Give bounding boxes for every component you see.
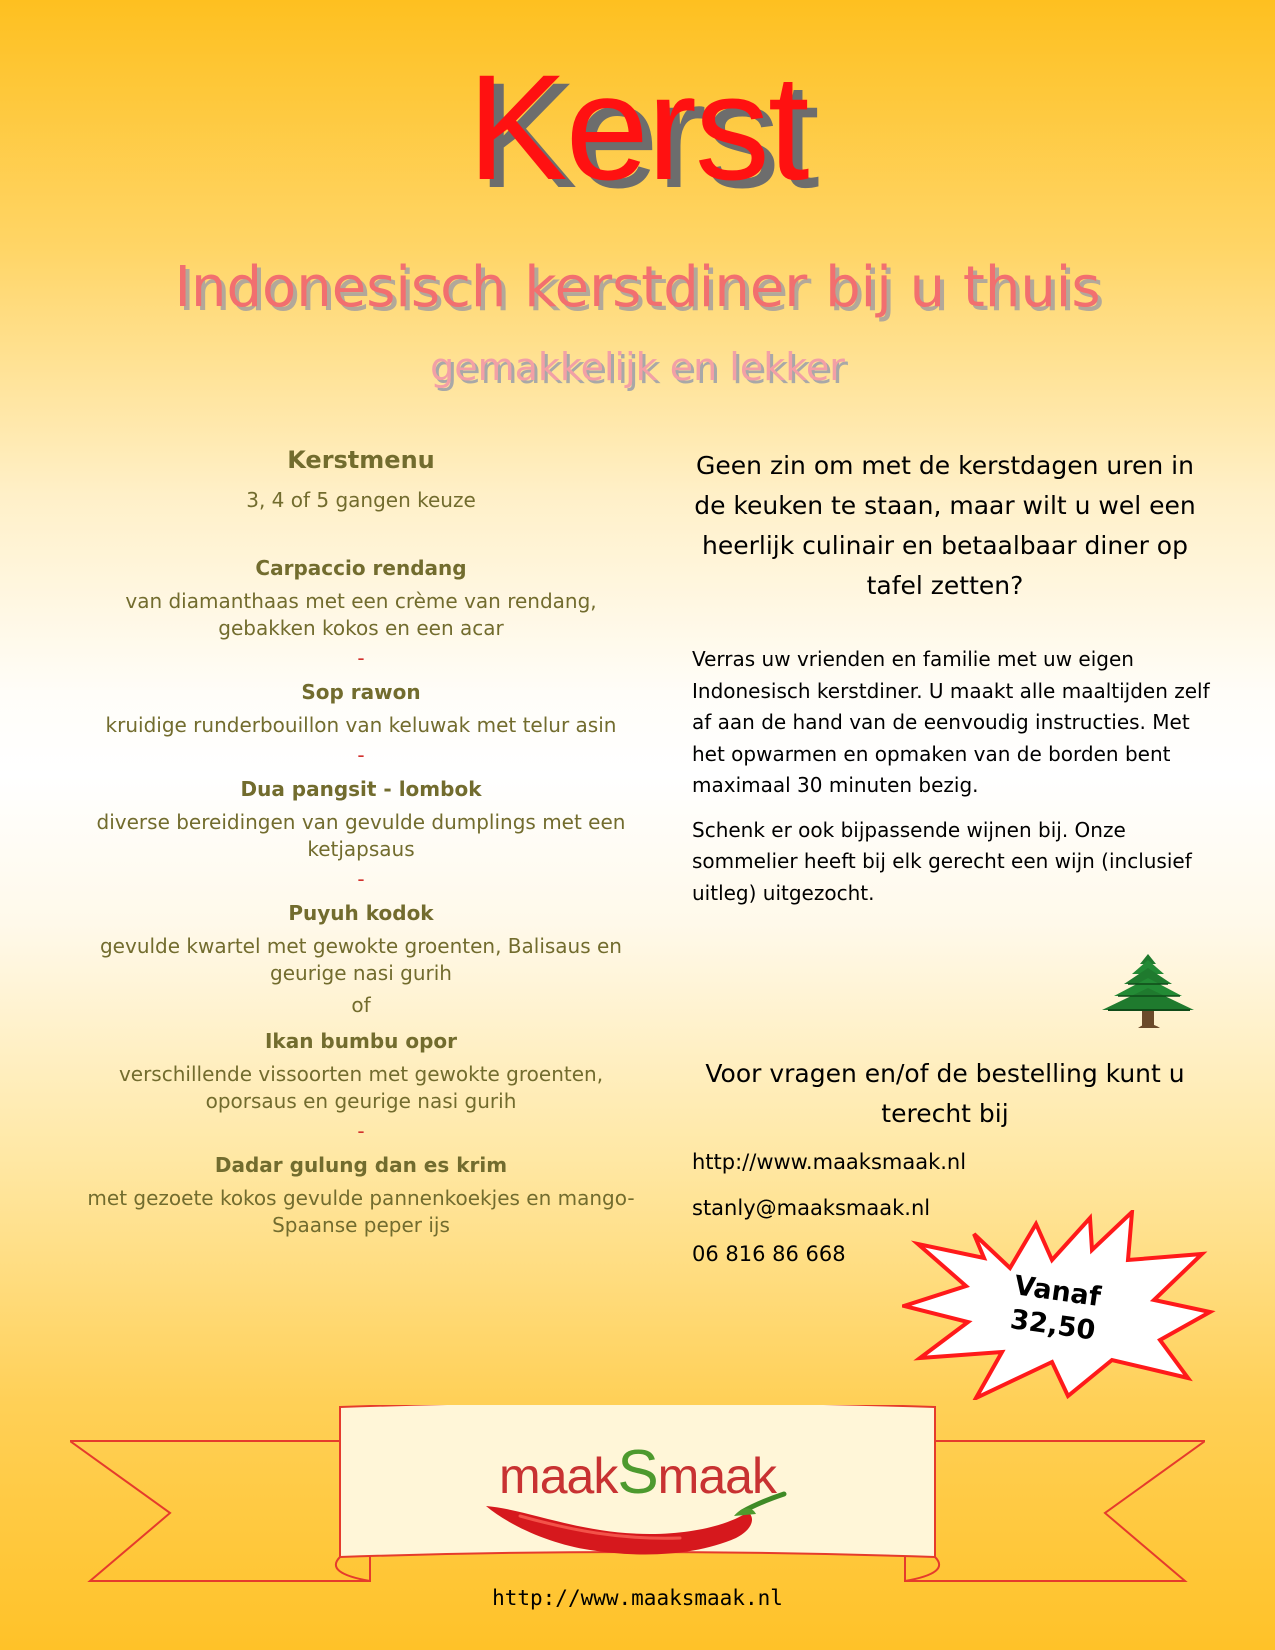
course-description: diverse bereidingen van gevulde dumplings met een ketjapsaus: [96, 810, 626, 861]
menu-column: [80, 446, 642, 1239]
tree-icon: [1098, 950, 1200, 1036]
course-name: Sop rawon: [301, 680, 421, 704]
footer-website-link[interactable]: http://www.maaksmaak.nl: [492, 1586, 783, 1610]
price-value: 32,50: [1008, 1304, 1098, 1347]
logo-part: maak: [657, 1448, 776, 1504]
menu-title: Kerstmenu: [287, 446, 435, 474]
course-separator: -: [357, 1119, 365, 1143]
tagline: gemakkelijk en lekker: [430, 345, 845, 389]
course-name: Carpaccio rendang: [255, 556, 467, 580]
course-name: Ikan bumbu opor: [264, 1029, 457, 1053]
course-separator: -: [357, 646, 365, 670]
logo-s: S: [617, 1438, 658, 1507]
course-separator: -: [357, 743, 365, 767]
course-description: kruidige runderbouillon van keluwak met telur asin: [105, 713, 617, 737]
course-or-label: of: [351, 993, 371, 1017]
logo-part: maak: [499, 1448, 618, 1504]
intro-paragraph: Verras uw vrienden en familie met uw eigen Indonesisch kerstdiner. U maakt alle maaltijden zelf af aan de hand van de eenvoudig instructies. Met het opwarmen en opmaken van de borden bent maximaal 30 minuten bezig.: [692, 647, 1210, 797]
page-subtitle: Indonesisch kerstdiner bij u thuis: [174, 255, 1101, 320]
contact-email-link[interactable]: stanly@maaksmaak.nl: [692, 1196, 931, 1220]
course-description: van diamanthaas met een crème van rendang, gebakken kokos en een acar: [125, 589, 597, 640]
course-description: verschillende vissoorten met gewokte groenten, oporsaus en geurige nasi gurih: [118, 1062, 604, 1113]
wine-paragraph: Schenk er ook bijpassende wijnen bij. Onze sommelier heeft bij elk gerecht een wijn (inclusief uitleg) uitgezocht.: [692, 817, 1192, 905]
page-title: Kerst: [467, 43, 808, 211]
intro-question: Geen zin om met de kerstdagen uren in de keuken te staan, maar wilt u wel een heerlijk culinair en betaalbaar diner op tafel zetten?: [694, 451, 1196, 600]
course-name: Dadar gulung dan es krim: [214, 1153, 508, 1177]
course-name: Puyuh kodok: [288, 901, 434, 925]
menu-subtitle: 3, 4 of 5 gangen keuze: [246, 488, 476, 512]
price-label: Vanaf: [1012, 1270, 1103, 1314]
intro-text: [692, 644, 1212, 922]
course-description: met gezoete kokos gevulde pannenkoekjes en mango-Spaanse peper ijs: [87, 1186, 635, 1237]
contact-heading: Voor vragen en/of de bestelling kunt u terecht bij: [705, 1059, 1185, 1128]
contact-phone: 06 816 86 668: [692, 1242, 846, 1266]
chili-pepper-icon: [480, 1488, 790, 1560]
course-name: Dua pangsit - lombok: [240, 777, 482, 801]
course-separator: -: [357, 867, 365, 891]
course-description: gevulde kwartel met gewokte groenten, Balisaus en geurige nasi gurih: [99, 934, 622, 985]
contact-website-link[interactable]: http://www.maaksmaak.nl: [692, 1150, 967, 1174]
